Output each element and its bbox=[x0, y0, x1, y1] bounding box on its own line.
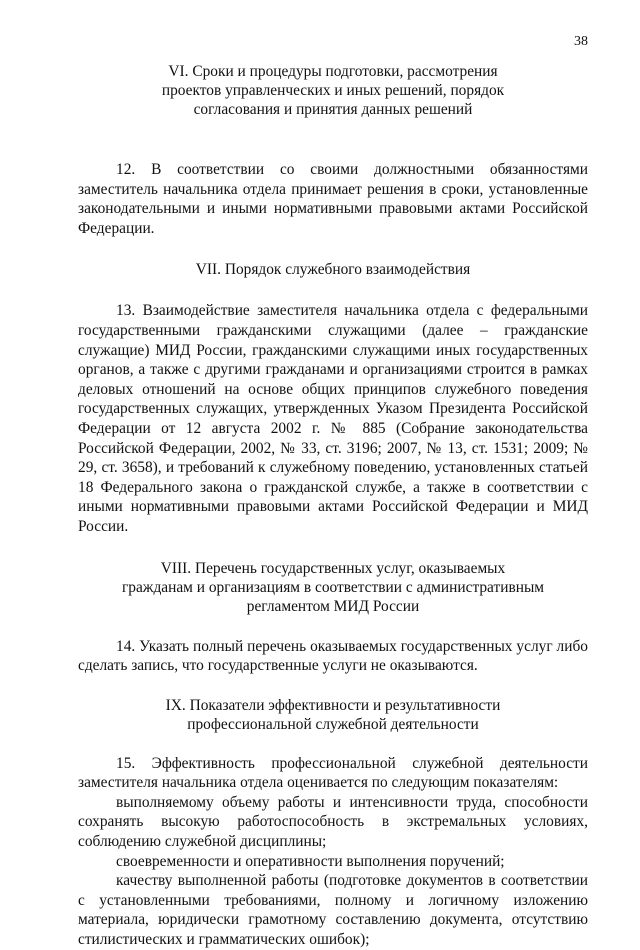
paragraph-15: 15. Эффективность профессиональной служебной деятельности заместителя начальника отдела оценивается по следующим показателям: bbox=[78, 754, 588, 792]
list-item: выполняемому объему работы и интенсивности труда, способности сохранять высокую работоспособность в экстремальных условиях, соблюдению служебной дисциплины; bbox=[78, 793, 588, 851]
heading-line: VI. Сроки и процедуры подготовки, рассмотрения bbox=[168, 63, 498, 80]
section-7-heading bbox=[78, 260, 588, 279]
section-8-heading bbox=[78, 559, 588, 616]
section-6-heading bbox=[78, 62, 588, 119]
document-body bbox=[78, 62, 588, 950]
paragraph-13: 13. Взаимодействие заместителя начальника отдела с федеральными государственными гражданскими служащими (далее – гражданские служащие) МИД России, гражданскими служащими иных государственных органов, а также с другими гражданами и организациями строится в рамках деловых отношений на основе общих принципов служебного поведения государственных служащих, утвержденных Указом Президента Российской Федерации от 12 августа 2002 г. № 885 (Собрание законодательства Российской Федерации, 2002, № 33, ст. 3196; 2007, № 13, ст. 1531; 2009; № 29, ст. 3658), и требований к служебному поведению, установленных статьей 18 Федерального закона о гражданской службе, а также в соответствии с иными нормативными правовыми актами Российской Федерации и МИД России. bbox=[78, 302, 588, 535]
heading-line: регламентом МИД России bbox=[246, 597, 420, 615]
heading-line: VII. Порядок служебного взаимодействия bbox=[195, 261, 471, 279]
heading-line: профессиональной служебной деятельности bbox=[187, 715, 479, 733]
heading-line: проектов управленческих и иных решений, порядок bbox=[161, 82, 505, 99]
heading-line: IX. Показатели эффективности и результативности bbox=[165, 696, 501, 714]
paragraph-12: 12. В соответствии со своими должностными обязанностями заместитель начальника отдела принимает решения в сроки, установленные законодательными и иными нормативными правовыми актами Российской Федерации. bbox=[78, 161, 588, 237]
heading-line: согласования и принятия данных решений bbox=[193, 101, 473, 118]
paragraph-14: 14. Указать полный перечень оказываемых государственных услуг либо сделать запись, что государственные услуги не оказываются. bbox=[78, 637, 588, 675]
list-item: качеству выполненной работы (подготовке документов в соответствии с установленными требованиями, полному и логичному изложению материала, юридически грамотному составлению документа, отсутствию стилистических и грамматических ошибок); bbox=[78, 872, 588, 949]
page-number: 38 bbox=[574, 34, 588, 49]
list-item: своевременности и оперативности выполнения поручений; bbox=[116, 852, 505, 870]
heading-line: гражданам и организациям в соответствии с административным bbox=[121, 578, 545, 596]
section-9-heading bbox=[78, 696, 588, 734]
heading-line: VIII. Перечень государственных услуг, оказываемых bbox=[160, 559, 506, 577]
